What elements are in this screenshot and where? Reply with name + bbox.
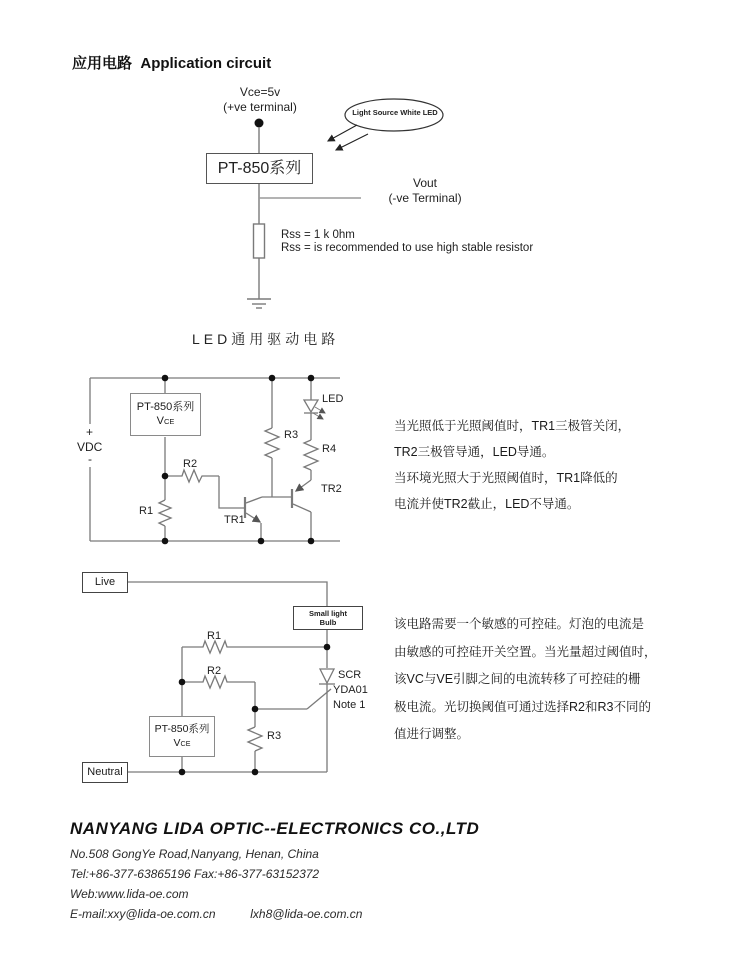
vdc-minus-label: - bbox=[88, 452, 92, 466]
light-source-label: Light Source White LED bbox=[352, 108, 438, 117]
scr-note-label: Note 1 bbox=[333, 699, 366, 711]
company-email bbox=[70, 907, 362, 921]
company-address: No.508 GongYe Road,Nanyang, Henan, China bbox=[70, 847, 319, 861]
r1-label: R1 bbox=[207, 630, 222, 642]
terminal-dot bbox=[255, 119, 264, 128]
scr-circuit-description bbox=[394, 611, 729, 749]
company-name: NANYANG LIDA OPTIC--ELECTRONICS CO.,LTD bbox=[70, 819, 480, 838]
resistor-r2 bbox=[182, 676, 255, 688]
resistor-r2 bbox=[165, 470, 219, 482]
email-secondary: lxh8@lida-oe.com.cn bbox=[250, 907, 363, 921]
resistor-r3 bbox=[265, 428, 279, 458]
led-label: LED bbox=[322, 393, 344, 405]
resistor-r4 bbox=[304, 440, 318, 470]
neutral-box bbox=[82, 762, 128, 783]
pt850-label: PT-850系列 bbox=[217, 159, 302, 177]
circuit2-artwork bbox=[90, 375, 340, 545]
r1-label: R1 bbox=[139, 505, 154, 517]
description-line: 该电路需要一个敏感的可控硅。灯泡的电流是 bbox=[394, 617, 645, 631]
pt850-box-circuit3 bbox=[149, 716, 215, 757]
description-line: 该VC与VE引脚之间的电流转移了可控硅的栅 bbox=[394, 672, 641, 686]
company-web: Web:www.lida-oe.com bbox=[70, 887, 189, 901]
tr1-label: TR1 bbox=[224, 514, 245, 526]
bulb-label-line2: Bulb bbox=[319, 618, 337, 627]
vdc-label: VDC bbox=[77, 440, 103, 454]
rss-note-label: Rss = is recommended to use high stable resistor bbox=[281, 242, 534, 254]
resistor-r1 bbox=[159, 500, 171, 526]
r3-label: R3 bbox=[284, 429, 299, 441]
vce-label: VCE bbox=[156, 414, 175, 427]
neutral-label: Neutral bbox=[87, 765, 123, 778]
r2-label: R2 bbox=[207, 665, 222, 677]
live-label: Live bbox=[94, 575, 116, 588]
r3-label: R3 bbox=[267, 730, 282, 742]
pt850-label: PT-850系列 bbox=[154, 723, 210, 736]
transistor-tr1-icon bbox=[245, 497, 262, 541]
scr-part-label: YDA01 bbox=[333, 684, 368, 696]
resistor-r1 bbox=[182, 641, 327, 653]
description-line: 电流并使TR2截止，LED不导通。 bbox=[394, 497, 580, 511]
r2-label: R2 bbox=[183, 458, 198, 470]
description-line: 当环境光照大于光照阈值时，TR1降低的 bbox=[394, 471, 618, 485]
page-title-zh: 应用电路 bbox=[72, 55, 133, 72]
neg-terminal-label: (-ve Terminal) bbox=[388, 191, 462, 205]
live-box bbox=[82, 572, 128, 593]
pos-terminal-label: (+ve terminal) bbox=[223, 100, 297, 114]
email-primary: E-mail:xxy@lida-oe.com.cn bbox=[70, 907, 216, 921]
bulb-label-line1: Small light bbox=[309, 608, 347, 618]
description-line: 极电流。光切换阈值可通过选择R2和R3不同的 bbox=[394, 699, 651, 714]
light-arrows-icon bbox=[328, 125, 368, 150]
page-title-en: Application circuit bbox=[140, 55, 272, 72]
vdc-plus-label: + bbox=[86, 425, 94, 439]
resistor-rss bbox=[254, 224, 265, 258]
description-line: TR2三极管导通，LED导通。 bbox=[394, 445, 555, 459]
rss-value-label: Rss = 1 k 0hm bbox=[281, 229, 355, 241]
vce-supply-label: Vce=5v bbox=[239, 85, 281, 99]
page-title bbox=[72, 52, 271, 73]
resistor-r3 bbox=[248, 727, 262, 751]
description-line: 当光照低于光照阈值时，TR1三极管关闭， bbox=[394, 419, 631, 433]
transistor-tr2-icon bbox=[292, 480, 311, 541]
tr2-label: TR2 bbox=[321, 483, 342, 495]
vce-label: VCE bbox=[173, 736, 191, 749]
pt850-box-circuit1 bbox=[206, 153, 313, 184]
description-line: 值进行调整。 bbox=[394, 727, 470, 741]
pt850-label: PT-850系列 bbox=[136, 400, 195, 413]
ground-icon bbox=[247, 299, 271, 308]
description-line: 由敏感的可控硅开关空置。当光量超过阈值时， bbox=[394, 644, 657, 659]
pt850-box-circuit2 bbox=[130, 393, 201, 436]
r4-label: R4 bbox=[322, 443, 337, 455]
scr-label: SCR bbox=[338, 669, 362, 681]
vout-label: Vout bbox=[412, 176, 438, 190]
led-driver-description bbox=[394, 413, 729, 517]
led-driver-heading: LED通用驱动电路 bbox=[192, 331, 340, 347]
company-phones: Tel:+86-377-63865196 Fax:+86-377-63152372 bbox=[70, 867, 320, 881]
bulb-box bbox=[293, 606, 363, 630]
